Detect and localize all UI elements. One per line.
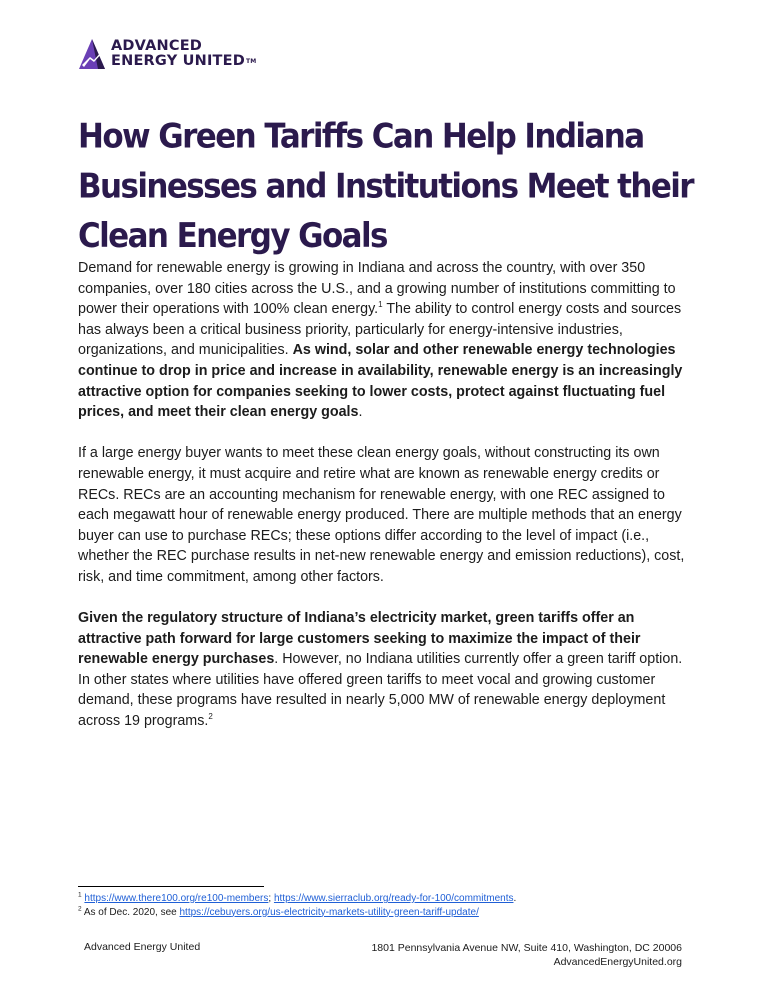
footer-org-name: Advanced Energy United (84, 941, 201, 953)
brand-wordmark (111, 39, 256, 69)
footer-address: 1801 Pennsylvania Avenue NW, Suite 410, Washington, DC 20006 (371, 942, 682, 954)
footnote-1-end: . (513, 893, 517, 904)
brand-mark-icon (78, 38, 106, 70)
p1-text: Demand for renewable energy is growing in Indiana and across the country, with over 350 companies, over 180 cities across the U.S., and a growing number of institutions committing to power their operations with 100% clean energy. (78, 260, 676, 318)
paragraph-intro (78, 258, 688, 423)
footnote-divider (78, 886, 264, 887)
footer-website[interactable]: AdvancedEnergyUnited.org (553, 956, 682, 968)
p3-bold: Given the regulatory structure of Indiana’s electricity market, green tariffs offer an attractive path forward for large customers seeking to maximize the impact of their renewable energy purchases (78, 610, 641, 668)
p3-text: . However, no Indiana utilities currently offer a green tariff option. In other states where utilities have offered green tariffs to meet vocal and growing customer demand, these programs have resulted in nearly 5,000 MW of renewable energy deployment across 19 programs. (78, 651, 683, 730)
brand-line1: ADVANCED (111, 38, 203, 54)
trademark: TM (245, 58, 257, 65)
footnote-link-sierraclub[interactable]: https://www.sierraclub.org/ready-for-100/commitments (273, 893, 514, 904)
brand-logo (78, 38, 256, 70)
document-body (78, 258, 688, 752)
p1-end: . (358, 404, 363, 421)
paragraph-green-tariffs (78, 608, 688, 732)
footnote-1 (78, 892, 516, 906)
footnote-1-separator: ; (268, 893, 274, 904)
footnote-1-number: 1 (78, 891, 82, 899)
footnote-link-cebuyers[interactable]: https://cebuyers.org/us-electricity-markets-utility-green-tariff-update/ (179, 906, 479, 918)
footnote-link-re100[interactable]: https://www.there100.org/re100-members (84, 893, 269, 904)
footnote-ref-1[interactable]: 1 (378, 300, 383, 310)
footnote-ref-2[interactable]: 2 (208, 712, 213, 722)
p1-bold: As wind, solar and other renewable energy technologies continue to drop in price and increase in availability, renewable energy is an increasingly attractive option for companies seeking to lower costs, protect against fluctuating fuel prices, and meet their clean energy goals (78, 342, 683, 421)
paragraph-recs: If a large energy buyer wants to meet these clean energy goals, without constructing its own renewable energy, it must acquire and retire what are known as renewable energy credits or RECs. RECs are an accounting mechanism for renewable energy, with one REC assigned to each megawatt hour of renewable energy produced. There are multiple methods that an energy buyer can use to purchase RECs; these options differ according to the level of impact (i.e., whether the REC purchase results in net-new renewable energy and emission reductions), cost, risk, and time commitment, among other factors. (78, 445, 685, 585)
footnote-2-text: As of Dec. 2020, see (83, 906, 180, 918)
footer-contact (371, 941, 682, 969)
p1-text2: The ability to control energy costs and sources has always been a critical business priority, particularly for energy-intensive industries, organizations, and municipalities. (78, 301, 682, 359)
page-title: How Green Tariffs Can Help Indiana Businesses and Institutions Meet their Clean Energy Goals (78, 117, 693, 256)
footnotes (78, 892, 516, 919)
footnote-2 (78, 906, 516, 920)
footnote-2-number: 2 (78, 905, 82, 913)
brand-line2: ENERGY UNITED (111, 53, 245, 69)
